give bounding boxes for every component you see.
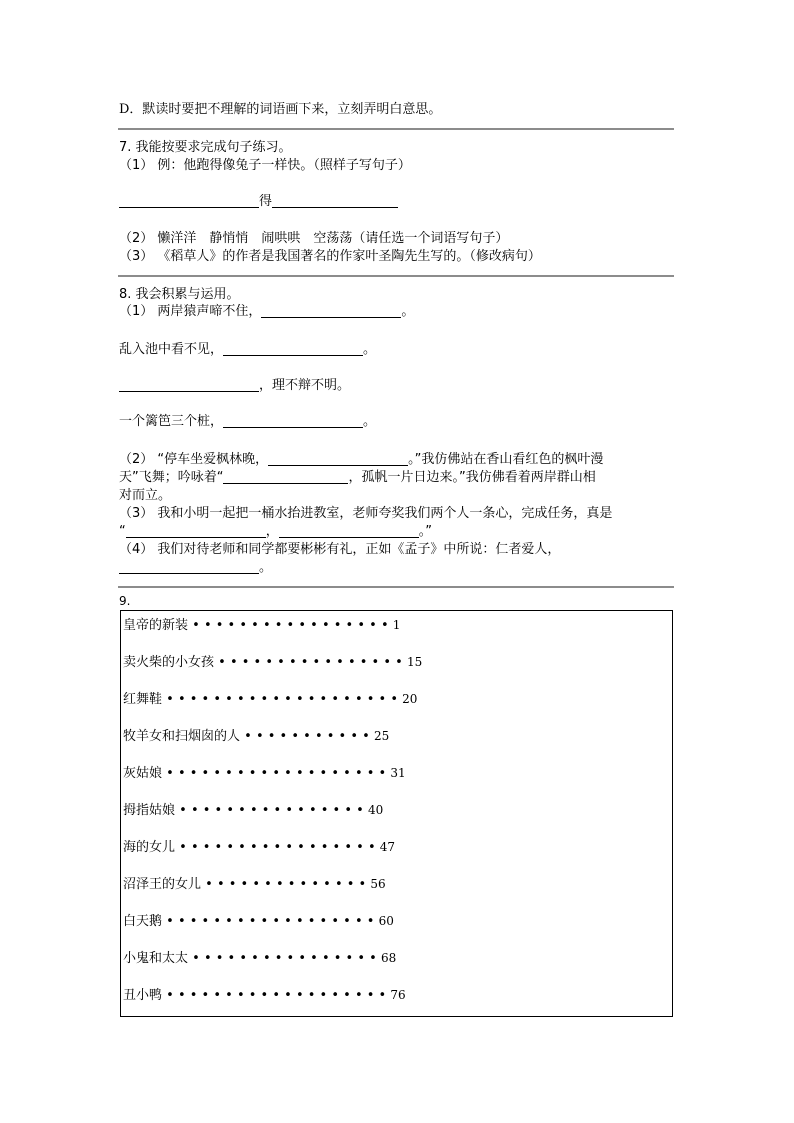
toc-leader-dots: • • • • • • • • • • • • • • • •: [188, 951, 381, 966]
option-d: D．默读时要把不理解的词语画下来，立刻弄明白意思。: [119, 102, 442, 117]
q7-answer-line: [119, 190, 398, 209]
toc-entry-page: 47: [379, 840, 396, 854]
text: 天”飞舞；吟咏着“: [119, 470, 224, 485]
toc-entry-title: 小鬼和太太: [123, 951, 189, 966]
toc-leader-dots: • • • • • • • • • • • • • • • • • •: [162, 914, 379, 929]
toc-entry: [123, 762, 406, 781]
toc-leader-dots: • • • • • • • • • • • • • • • • •: [188, 618, 393, 633]
text: 。: [259, 560, 273, 575]
toc-entry-page: 68: [380, 951, 397, 965]
toc-leader-dots: • • • • • • • • • • • • • • • • • • •: [162, 766, 391, 781]
text: “: [119, 524, 126, 539]
toc-leader-dots: • • • • • • • • • • • • • • • • • • • •: [162, 692, 403, 707]
toc-entry: [123, 836, 395, 855]
toc-entry: [123, 984, 406, 1003]
toc-leader-dots: • • • • • • • • • • •: [240, 729, 374, 744]
divider-2: [118, 275, 674, 277]
answer-blank[interactable]: [223, 341, 363, 356]
q8-line2: [119, 338, 376, 357]
toc-entry-page: 40: [367, 803, 384, 817]
divider-1: [118, 128, 674, 130]
answer-blank[interactable]: [119, 193, 259, 208]
toc-entry-page: 25: [373, 729, 390, 743]
q8-line4: [119, 410, 376, 429]
toc-entry-title: 拇指姑娘: [123, 803, 176, 818]
q8-line9: [119, 520, 432, 539]
answer-blank[interactable]: [261, 303, 401, 318]
answer-blank[interactable]: [268, 451, 408, 466]
table-of-contents: [120, 610, 673, 1017]
toc-leader-dots: • • • • • • • • • • • • • • • • •: [175, 840, 380, 855]
q8-line3: [119, 374, 350, 393]
text: 。: [363, 342, 377, 357]
toc-entry-title: 牧羊女和扫烟囱的人: [123, 729, 241, 744]
toc-entry-page: 31: [390, 766, 406, 780]
toc-entry: [123, 910, 394, 929]
text: （1） 两岸猿声啼不住，: [119, 304, 262, 319]
q7-part2: （2） 懒洋洋 静悄悄 闹哄哄 空荡荡（请任选一个词语写句子）: [119, 231, 509, 246]
answer-blank[interactable]: [279, 523, 419, 538]
toc-leader-dots: • • • • • • • • • • • • • • • •: [214, 655, 407, 670]
text: 。: [401, 304, 415, 319]
toc-entry-page: 15: [406, 655, 423, 669]
toc-entry: [123, 873, 386, 892]
q8-line8: （3） 我和小明一起把一桶水抬进教室，老师夸奖我们两个人一条心，完成任务，真是: [119, 506, 613, 521]
toc-entry: [123, 947, 396, 966]
q7-part3: （3） 《稻草人》的作者是我国著名的作家叶圣陶先生写的。（修改病句）: [119, 249, 541, 264]
toc-entry-page: 56: [370, 877, 386, 891]
q8-title: 8. 我会积累与运用。: [119, 287, 240, 302]
toc-entry-page: 1: [392, 618, 401, 632]
q8-line7: 对而立。: [119, 488, 172, 503]
q8-line1: [119, 300, 414, 319]
toc-entry: [123, 651, 422, 670]
toc-entry-title: 海的女儿: [123, 840, 176, 855]
text: （2） “停车坐爱枫林晚，: [119, 452, 269, 467]
toc-entry-title: 沼泽王的女儿: [123, 877, 202, 892]
divider-3: [118, 586, 674, 588]
q8-line10: （4） 我们对待老师和同学都要彬彬有礼，正如《孟子》中所说：仁者爱人，: [119, 542, 561, 557]
answer-blank[interactable]: [223, 469, 348, 484]
text: 一个篱笆三个桩，: [119, 414, 224, 429]
answer-blank[interactable]: [126, 523, 266, 538]
toc-entry-page: 20: [402, 692, 418, 706]
toc-entry-title: 红舞鞋: [123, 692, 163, 707]
q8-line6: [119, 466, 596, 485]
text: 。”我仿佛站在香山看红色的枫叶漫: [408, 452, 604, 467]
toc-entry: [123, 799, 383, 818]
toc-entry: [123, 614, 400, 633]
toc-leader-dots: • • • • • • • • • • • • • •: [201, 877, 371, 892]
toc-entry-title: 白天鹅: [123, 914, 163, 929]
q7-title: 7. 我能按要求完成句子练习。: [119, 140, 292, 155]
q9-title: 9.: [119, 594, 131, 608]
text: ，理不辩不明。: [259, 378, 351, 393]
toc-leader-dots: • • • • • • • • • • • • • • • • • • •: [162, 988, 391, 1003]
toc-entry-title: 卖火柴的小女孩: [123, 655, 215, 670]
answer-blank[interactable]: [119, 377, 259, 392]
q7-part1: （1） 例：他跑得像兔子一样快。（照样子写句子）: [119, 158, 411, 173]
text: ，孤帆一片日边来。”我仿佛看着两岸群山相: [348, 470, 596, 485]
toc-entry: [123, 688, 417, 707]
text: 。”: [418, 524, 433, 539]
q8-line11: [119, 556, 272, 575]
text: ，: [265, 524, 279, 539]
toc-entry-title: 皇帝的新装: [123, 618, 189, 633]
answer-blank[interactable]: [119, 559, 259, 574]
text: 乱入池中看不见，: [119, 342, 224, 357]
toc-entry-page: 60: [378, 914, 394, 928]
q8-line5: [119, 448, 603, 467]
answer-blank[interactable]: [223, 413, 363, 428]
toc-leader-dots: • • • • • • • • • • • • • • • •: [175, 803, 368, 818]
de-char: 得: [259, 194, 273, 209]
toc-entry-page: 76: [390, 988, 406, 1002]
toc-entry-title: 灰姑娘: [123, 766, 163, 781]
answer-blank[interactable]: [272, 193, 398, 208]
text: 。: [363, 414, 377, 429]
toc-entry-title: 丑小鸭: [123, 988, 163, 1003]
toc-entry: [123, 725, 389, 744]
